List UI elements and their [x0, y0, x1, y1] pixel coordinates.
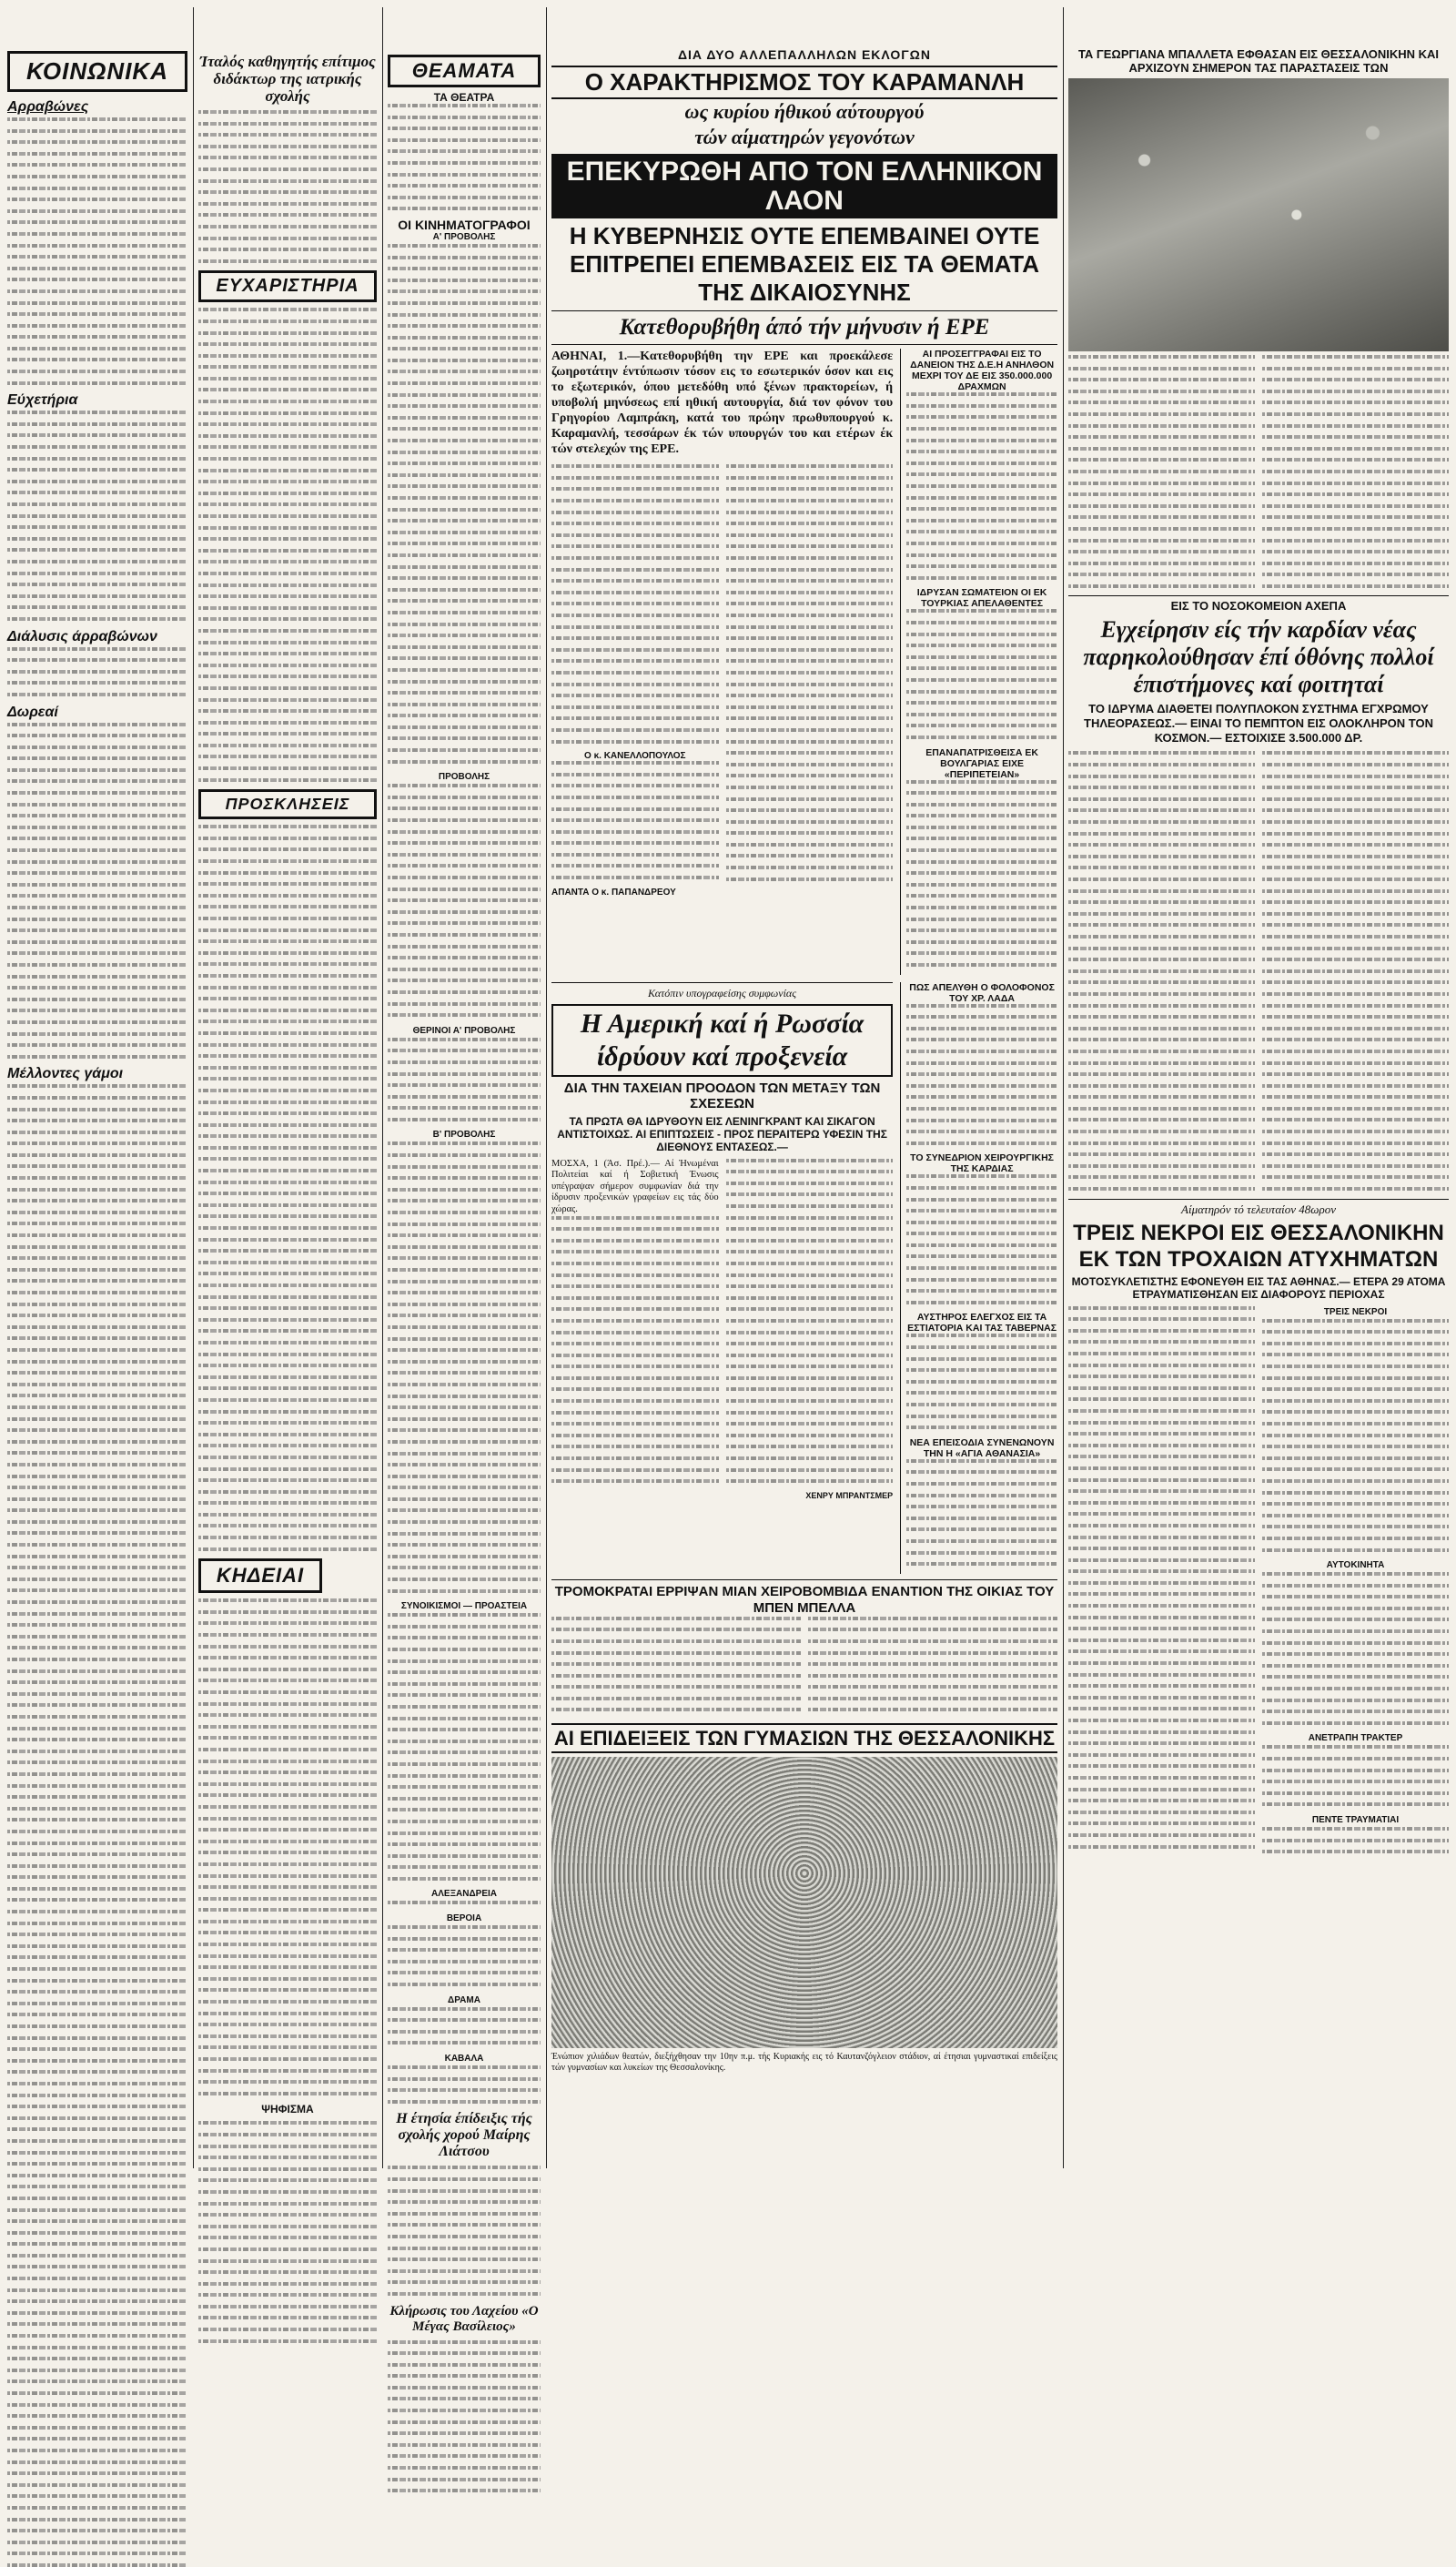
- turkey-text: [906, 609, 1057, 739]
- ballet-text-a: [1068, 355, 1255, 595]
- athanasia-heading: ΝΕΑ ΕΠΕΙΣΟΔΙΑ ΣΥΝΕΝΩΝΟΥΝ ΤΗΝ Η «ΑΓΙΑ ΑΘΑΝΑΣΙΑ»: [909, 1436, 1055, 1459]
- school-show-text: [388, 2166, 541, 2296]
- agreement-kicker: Κατόπιν υπογραφείσης συμφωνίας: [551, 982, 893, 1000]
- right-news-column: [1068, 0, 1449, 2166]
- blood-text-a: [1068, 1306, 1255, 1413]
- theaters-text: [388, 104, 541, 210]
- future-weddings-text: [7, 1084, 187, 2567]
- ballet-text-b: [1262, 355, 1449, 595]
- gifts-heading: Δωρεαί: [7, 704, 58, 720]
- ballet-photo: [1068, 78, 1449, 351]
- veroia-heading: ΒΕΡΟΙΑ: [446, 1913, 482, 1924]
- first-run-heading: Α' ΠΡΟΒΟΛΗΣ: [432, 231, 496, 242]
- main-headline-2: ως κυρίου ήθικού αύτουργού: [684, 100, 925, 124]
- notices-column: [198, 0, 377, 2166]
- second-run-heading: Β' ΠΡΟΒΟΛΗΣ: [432, 1130, 496, 1141]
- entertainment-column: [388, 0, 541, 2334]
- kanellopoulos-subhead: Ο κ. ΚΑΝΕΛΛΟΠΟΥΛΟΣ: [584, 751, 686, 762]
- agreement-sub-2: ΤΑ ΠΡΩΤΑ ΘΑ ΙΔΡΥΘΟΥΝ ΕΙΣ ΛΕΝΙΝΓΚΡΑΝΤ ΚΑΙ ΣΙΚΑΓΟΝ ΑΝΤΙΣΤΟΙΧΩΣ. ΑΙ ΕΠΙΠΤΩΣΕΙΣ - ΠΡΟΣ ΠΕΡΑΙΤΕΡΩ ΥΦΕΣΙΝ ΤΗΣ ΔΙΕΘΝΟΥΣ ΕΝΤΑΣΕΩΣ.—: [557, 1114, 887, 1153]
- column-rule: [193, 7, 194, 2168]
- agreement-sub-1: ΔΙΑ ΤΗΝ ΤΑΧΕΙΑΝ ΠΡΟΟΔΟΝ ΤΩΝ ΜΕΤΑΞΥ ΤΩΝ ΣΧΕΣΕΩΝ: [563, 1080, 881, 1111]
- veroia-text: [388, 1925, 541, 1986]
- papandreou-answers: ΑΠΑΝΤΑ Ο κ. ΠΑΠΑΝΔΡΕΟΥ: [551, 887, 676, 898]
- summer-first-heading: ΘΕΡΙΝΟΙ Α' ΠΡΟΒΟΛΗΣ: [412, 1025, 516, 1036]
- main-headline-1: Ο ΧΑΡΑΚΤΗΡΙΣΜΟΣ ΤΟΥ ΚΑΡΑΜΑΝΛΗ: [551, 66, 1057, 99]
- suburbs-heading: ΣΥΝΟΙΚΙΣΜΟΙ — ΠΡΟΑΣΤΕΙΑ: [400, 1601, 528, 1612]
- engagements-text: [7, 117, 187, 385]
- social-masthead: ΚΟΙΝΩΝΙΚΑ: [7, 51, 187, 92]
- main-lead: ΑΘΗΝΑΙ, 1.—Κατεθορυβήθη την ΕΡΕ και προεκάλεσε ζωηροτάτην έντύπωσιν τόσον εις το εσωτερικόν όσον και εις το εξωτερικόν, όπου μετεδόθη υπό ξένων πρακτορείων, ή υποβολή μηνύσεως επί ηθική αυτουργία, διά τον φόνον του Γρηγορίου Λαμπράκη, κατά του πρώην πρωθυπουργού κ. Καραμανλή, τεσσάρων έκ τών υπουργών του και ετέρων έκ τών στελεχών της ΕΡΕ.: [551, 350, 894, 457]
- lottery-heading: Κλήρωσις του Λαχείου «Ο Μέγας Βασίλειος»: [389, 2303, 539, 2334]
- turkey-heading: ΙΔΡΥΣΑΝ ΣΩΜΑΤΕΙΟΝ ΟΙ ΕΚ ΤΟΥΡΚΙΑΣ ΑΠΕΛΑΘΕΝΤΕΣ: [916, 587, 1047, 610]
- blood-kicker: Αίματηρόν τό τελευταίον 48ωρον: [1068, 1199, 1449, 1217]
- gym-caption: Ένώπιον χιλιάδων θεατών, διεξήχθησαν την 10ην π.μ. τής Κυριακής εις τό Καυτανζόγλειον στάδιον, αί έτησιαι γυμναστικαί επιδείξεις τών γυμνασίων και λυκείων της Θεσσαλονίκης.: [551, 2052, 1057, 2074]
- premieres-heading: ΠΡΟΒΟΛΗΣ: [438, 772, 490, 783]
- main-kicker: ΔΙΑ ΔΥΟ ΑΛΛΕΠΑΛΛΗΛΩΝ ΕΚΛΟΓΩΝ: [677, 47, 932, 62]
- tractor-heading: ΑΝΕΤΡΑΠΗ ΤΡΑΚΤΕΡ: [1308, 1733, 1403, 1744]
- athanasia-text: [906, 1459, 1057, 1566]
- breakups-text: [7, 647, 187, 696]
- main-headline-5: Η ΚΥΒΕΡΝΗΣΙΣ ΟΥΤΕ ΕΠΕΜΒΑΙΝΕΙ ΟΥΤΕ ΕΠΙΤΡΕΠΕΙ ΕΠΕΜΒΑΣΕΙΣ ΕΙΣ ΤΑ ΘΕΜΑΤΑ ΤΗΣ ΔΙΚΑΙΟΣΥΝΗΣ: [569, 222, 1040, 307]
- main-article-text-c: [726, 464, 894, 880]
- column-rule: [382, 7, 383, 2168]
- five-injured-text: [1262, 1827, 1449, 1853]
- agreement-lead: ΜΟΣΧΑ, 1 (Άσ. Πρέ.).— Αί Ήνωμέναι Πολιτείαι καί ή Σοβιετική Ένωσις υπέγραψαν σήμερον συμφωνίαν διά την ίδρυσιν προξενικών γραφείων εις τάς δύο χώρας.: [551, 1158, 719, 1214]
- oil-text: [906, 1004, 1057, 1145]
- lottery-text: [388, 2340, 541, 2493]
- agreement-text-b: [726, 1159, 894, 1484]
- blood-headline: ΤΡΕΙΣ ΝΕΚΡΟΙ ΕΙΣ ΘΕΣΣΑΛΟΝΙΚΗΝ ΕΚ ΤΩΝ ΤΡΟΧΑΙΩΝ ΑΤΥΧΗΜΑΤΩΝ: [1073, 1220, 1444, 1272]
- social-column: [7, 0, 187, 2166]
- alexandreia-heading: ΑΛΕΞΑΝΔΡΕΙΑ: [431, 1889, 497, 1900]
- summer-first-text: [388, 1038, 541, 1121]
- strict-heading: ΑΥΣΤΗΡΟΣ ΕΛΕΓΧΟΣ ΕΙΣ ΤΑ ΕΣΤΙΑΤΟΡΙΑ ΚΑΙ ΤΑΣ ΤΑΒΕΡΝΑΣ: [907, 1312, 1057, 1334]
- gym-photo: [551, 1757, 1057, 2048]
- hospital-text-a: [1068, 751, 1255, 1198]
- first-run-text: [388, 244, 541, 764]
- second-run-text: [388, 1141, 541, 1592]
- bulgaria-heading: ΕΠΑΝΑΠΑΤΡΙΣΘΕΙΣΑ ΕΚ ΒΟΥΛΓΑΡΙΑΣ ΕΙΧΕ «ΠΕΡΙΠΕΤΕΙΑΝ»: [925, 746, 1038, 780]
- loans-heading: ΑΙ ΠΡΟΣΕΓΓΡΑΦΑΙ ΕΙΣ ΤΟ ΔΑΝΕΙΟΝ ΤΗΣ Δ.Ε.Η ΑΝΗΛΘΟΝ ΜΕΧΡΙ ΤΟΥ ΔΕ ΕΙΣ 350.000.000 ΔΡΑΧΜΩΝ: [910, 349, 1055, 393]
- bomb-text-a: [551, 1617, 801, 1720]
- blood-text-c: [1068, 1421, 1255, 1849]
- auto-text: [1262, 1572, 1449, 1725]
- cardio-text: [906, 1174, 1057, 1304]
- main-article-text-a: [551, 464, 719, 743]
- agreement-text-a: [551, 1216, 719, 1484]
- hospital-kicker: ΕΙΣ ΤΟ ΝΟΣΟΚΟΜΕΙΟΝ ΑΧΕΠΑ: [1068, 595, 1449, 613]
- bomb-heading: ΤΡΟΜΟΚΡΑΤΑΙ ΕΡΡΙΨΑΝ ΜΙΑΝ ΧΕΙΡΟΒΟΜΒΙΔΑ ΕΝΑΝΤΙΟΝ ΤΗΣ ΟΙΚΙΑΣ ΤΟΥ ΜΠΕΝ ΜΠΕΛΛΑ: [551, 1579, 1057, 1617]
- invitations-text: [198, 825, 377, 1550]
- column-rule: [546, 7, 547, 2168]
- entertainment-masthead: ΘΕΑΜΑΤΑ: [388, 55, 541, 87]
- main-article-text-b: [551, 761, 719, 879]
- psifisma-text: [198, 2121, 377, 2342]
- gifts-text: [7, 723, 187, 1059]
- hospital-subhead: ΤΟ ΙΔΡΥΜΑ ΔΙΑΘΕΤΕΙ ΠΟΛΥΠΛΟΚΟΝ ΣΥΣΤΗΜΑ ΕΓΧΡΩΜΟΥ ΤΗΛΕΟΡΑΣΕΩΣ.— ΕΙΝΑΙ ΤΟ ΠΕΜΠΤΟΝ ΕΙΣ ΟΛΟΚΛΗΡΟΝ ΤΟΝ ΚΟΣΜΟΝ.— ΕΣΤΟΙΧΙΣΕ 3.500.000 ΔΡ.: [1084, 702, 1433, 746]
- suburbs-text: [388, 1613, 541, 1881]
- main-headline-4: ΕΠΕΚΥΡΩΘΗ ΑΠΟ ΤΟΝ ΕΛΛΗΝΙΚΟΝ ΛΑΟΝ: [551, 154, 1057, 218]
- kavala-text: [388, 2065, 541, 2104]
- engagements-heading: Αρραβώνες: [7, 99, 89, 115]
- wishes-heading: Εύχετήρια: [7, 392, 78, 409]
- blood-subhead: ΜΟΤΟΣΥΚΛΕΤΙΣΤΗΣ ΕΦΟΝΕΥΘΗ ΕΙΣ ΤΑΣ ΑΘΗΝΑΣ.— ΕΤΕΡΑ 29 ΑΤΟΜΑ ΕΤΡΑΥΜΑΤΙΣΘΗΣΑΝ ΕΙΣ ΔΙΑΦΟΡΟΥΣ ΠΕΡΙΟΧΑΣ: [1071, 1274, 1446, 1301]
- three-dead-heading: ΤΡΕΙΣ ΝΕΚΡΟΙ: [1323, 1306, 1388, 1317]
- ballet-heading: ΤΑ ΓΕΩΡΓΙΑΝΑ ΜΠΑΛΛΕΤΑ ΕΦΘΑΣΑΝ ΕΙΣ ΘΕΣΣΑΛΟΝΙΚΗΝ ΚΑΙ ΑΡΧΙΖΟΥΝ ΣΗΜΕΡΟΝ ΤΑΣ ΠΑΡΑΣΤΑΣΕΙΣ ΤΩΝ: [1077, 47, 1440, 75]
- cardio-heading: ΤΟ ΣΥΝΕΔΡΙΟΝ ΧΕΙΡΟΥΡΓΙΚΗΣ ΤΗΣ ΚΑΡΔΙΑΣ: [910, 1152, 1054, 1175]
- future-weddings-heading: Μέλλοντες γάμοι: [7, 1066, 124, 1082]
- school-show-heading: Η έτησία έπίδειξις τής σχολής χορού Μαίρης Λιάτσου: [396, 2111, 532, 2160]
- psifisma-heading: ΨΗΦΙΣΜΑ: [261, 2103, 314, 2116]
- main-headline-6: Κατεθορυβήθη άπό τήν μήνυσιν ή ΕΡΕ: [551, 310, 1057, 345]
- italian-professor-text: [198, 110, 377, 263]
- drama-heading: ΔΡΑΜΑ: [448, 1994, 480, 2005]
- tractor-text: [1262, 1745, 1449, 1806]
- alexandreia-text: [388, 1901, 541, 1904]
- kavala-heading: ΚΑΒΑΛΑ: [444, 2054, 484, 2064]
- auto-heading: ΑΥΤΟΚΙΝΗΤΑ: [1326, 1560, 1385, 1571]
- wishes-text: [7, 411, 187, 621]
- gym-heading: ΑΙ ΕΠΙΔΕΙΞΕΙΣ ΤΩΝ ΓΥΜΑΣΙΩΝ ΤΗΣ ΘΕΣΣΑΛΟΝΙΚΗΣ: [551, 1723, 1057, 1753]
- premieres-text: [388, 784, 541, 1017]
- drama-text: [388, 2007, 541, 2045]
- bulgaria-text: [906, 780, 1057, 968]
- main-news-column: [551, 0, 1057, 2166]
- invitations-heading: ΠΡΟΣΚΛΗΣΕΙΣ: [198, 789, 377, 819]
- breakups-heading: Διάλυσις άρραβώνων: [7, 628, 157, 644]
- agreement-signature: ΧΕΝΡΥ ΜΠΡΑΝΤΣΜΕΡ: [805, 1490, 894, 1500]
- agreement-headline: Η Αμερική καί ή Ρωσσία ίδρύουν καί προξενεία: [551, 1004, 893, 1077]
- main-headline-3: τών αίματηρών γεγονότων: [694, 126, 915, 149]
- funerals-heading: ΚΗΔΕΙΑΙ: [198, 1558, 322, 1593]
- blood-text-b: [1262, 1319, 1449, 1552]
- funerals-text: [198, 1598, 377, 2095]
- five-injured-heading: ΠΕΝΤΕ ΤΡΑΥΜΑΤΙΑΙ: [1311, 1814, 1400, 1825]
- thanks-text: [198, 308, 377, 781]
- oil-heading: ΠΩΣ ΑΠΕΛΥΘΗ Ο ΦΟΛΟΦΟΝΟΣ ΤΟΥ ΧΡ. ΛΑΔΑ: [909, 981, 1055, 1004]
- bomb-text-b: [808, 1617, 1057, 1720]
- italian-professor-heading: Ίταλός καθηγητής επίτιμος διδάκτωρ της ιατρικής σχολής: [199, 53, 376, 105]
- loans-text: [906, 392, 1057, 580]
- hospital-text-b: [1262, 751, 1449, 1198]
- strict-text: [906, 1334, 1057, 1429]
- theaters-heading: ΤΑ ΘΕΑΤΡΑ: [433, 91, 495, 104]
- hospital-headline: Εγχείρησιν είς τήν καρδίαν νέας παρηκολούθησαν έπί όθόνης πολλοί έπιστήμονες καί φοιτηταί: [1083, 616, 1434, 698]
- thanks-heading: ΕΥΧΑΡΙΣΤΗΡΙΑ: [198, 270, 377, 302]
- column-rule: [1063, 7, 1064, 2168]
- cinemas-heading: ΟΙ ΚΙΝΗΜΑΤΟΓΡΑΦΟΙ: [398, 217, 531, 232]
